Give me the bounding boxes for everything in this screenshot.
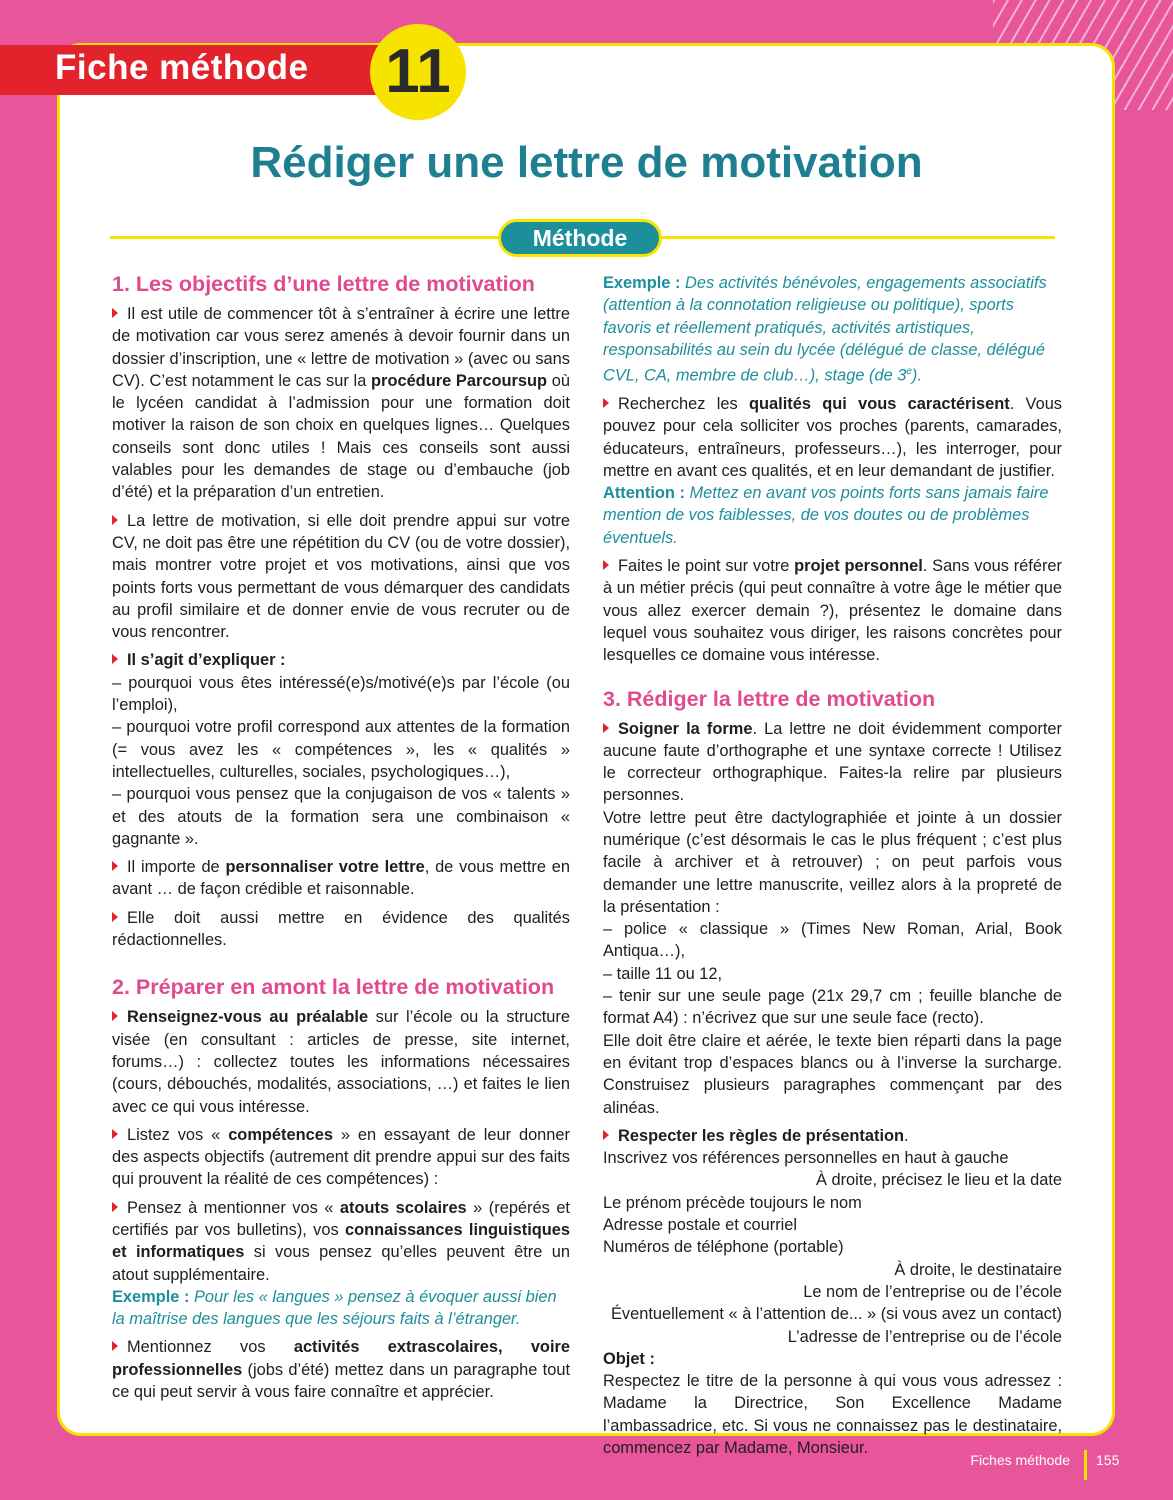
section-2-paragraph: Recherchez les qualités qui vous caractérisent. Vous pouvez pour cela solliciter vos proches (parents, camarades, éducateurs, entraîneurs, professeurs…), les interroger, pour mettre en avant ces qualités, et en leur demandant de justifier.: [603, 394, 1063, 480]
section-1-title: 1. Les objectifs d’une lettre de motivation: [112, 272, 535, 296]
layout-line: À droite, précisez le lieu et la date: [816, 1171, 1062, 1190]
fiche-tab: [0, 45, 394, 95]
section-3-title: 3. Rédiger la lettre de motivation: [603, 686, 936, 711]
bullet-marker-icon: [112, 1129, 118, 1139]
section-3-paragraph: Respecter les règles de présentation.: [603, 1125, 1062, 1147]
section-3-paragraph: Elle doit être claire et aérée, le texte bien réparti dans la page en évitant trop d’espaces blancs ou à l’inverse la surcharge. Construisez plusieurs paragraphes commençant par des alinéas.: [603, 1031, 1062, 1117]
method-pill: Méthode: [498, 219, 662, 257]
fiche-tab-label: Fiche méthode: [55, 48, 309, 87]
bullet-marker-icon: [112, 515, 118, 525]
bullet-marker-icon: [112, 1341, 118, 1351]
section-1-paragraph: La lettre de motivation, si elle doit prendre appui sur votre CV, ne doit pas être une répétition du CV (ou de votre dossier), mais montrer votre projet et vos motivations, ainsi que vos points forts vous permettant de vous démarquer des candidats au profil similaire et de donner envie de vous recruter ou de vous rencontrer.: [112, 511, 570, 642]
section-1-paragraph: Elle doit aussi mettre en évidence des qualités rédactionnelles.: [112, 908, 570, 950]
layout-line: Le prénom précède toujours le nom: [603, 1193, 862, 1212]
layout-line: Inscrivez vos références personnelles en haut à gauche: [603, 1149, 1009, 1168]
section-3-paragraph: Votre lettre peut être dactylographiée et jointe à un dossier numérique (c’est désormais le cas le plus fréquent ; c’est plus facile à archiver et à retrouver) ; on peut parfois vous demander une lettre manuscrite, veillez alors à la propreté de la présentation :: [603, 808, 1062, 916]
section-1-paragraph: Il importe de personnaliser votre lettre, de vous mettre en avant … de façon crédible et raisonnable.: [112, 858, 570, 899]
footer-label: Fiches méthode: [970, 1452, 1070, 1468]
section-3-paragraph: Soigner la forme. La lettre ne doit évidemment comporter aucune faute d’orthographe et une syntaxe correcte ! Utilisez le correcteur orthographique. Faites-la relire par plusieurs personnes.: [603, 719, 1062, 805]
bullet-marker-icon: [112, 1202, 118, 1212]
list-item: – pourquoi vous pensez que la conjugaison de vos « talents » et des atouts de la formation sera une combinaison « gagnante ».: [112, 785, 570, 848]
section-1-list-lead: Il s’agit d’expliquer :: [112, 649, 570, 671]
section-2-paragraph: Renseignez-vous au préalable sur l’école ou la structure visée (en consultant : articles de presse, site internet, forums…) : collectez toutes les informations nécessaires (cours, débouchés, modalités, associations, …) et faites le lien avec ce qui vous intéresse.: [112, 1008, 570, 1116]
bullet-marker-icon: [112, 861, 118, 871]
list-item: – pourquoi votre profil correspond aux attentes de la formation (= vous avez les « compétences », les « qualités » intellectuelles, culturelles, sociales, psychologiques…),: [112, 718, 570, 781]
page-title: Rédiger une lettre de motivation: [250, 138, 923, 187]
bullet-marker-icon: [603, 560, 609, 570]
divider-left: [110, 236, 502, 239]
section-2-title: 2. Préparer en amont la lettre de motivation: [112, 975, 555, 1000]
list-item: – pourquoi vous êtes intéressé(e)s/motivé(e)s par l’école (ou l’emploi),: [112, 673, 570, 715]
page-number: 155: [1096, 1452, 1120, 1468]
bullet-marker-icon: [603, 398, 609, 408]
right-column: [603, 272, 1062, 1459]
section-2-paragraph: Faites le point sur votre projet personnel. Sans vous référer à un métier précis (qui peut connaître à votre âge le métier que vous allez exercer demain ?), présentez le domaine dans lequel vous souhaitez vous diriger, les raisons concrètes pour lesquelles ce domaine vous intéresse.: [603, 557, 1062, 665]
objet-label: Objet :: [603, 1349, 655, 1368]
layout-line: L’adresse de l’entreprise ou de l’école: [787, 1327, 1062, 1346]
footer-divider: [1084, 1450, 1087, 1480]
example-note: Exemple : Pour les « langues » pensez à évoquer aussi bien la maîtrise des langues que les séjours faits à l’étranger.: [112, 1287, 557, 1329]
divider-right: [658, 236, 1055, 239]
bullet-marker-icon: [112, 308, 118, 318]
page-footer: [900, 1450, 1160, 1480]
section-1-paragraph: Il est utile de commencer tôt à s’entraîner à écrire une lettre de motivation car vous serez amenés à devoir fournir dans un dossier d’inscription, une « lettre de motivation » (avec ou sans CV). C’est notamment le cas sur la procédure Parcoursup où le lycéen candidat à l’admission pour une formation doit motiver la raison de son choix en quelques lignes… Quelques conseils sont donc utiles ! Mais ces conseils sont aussi valables pour les demandes de stage ou d’embauche (job d’été) et la préparation d’un entretien.: [112, 305, 570, 502]
bullet-marker-icon: [112, 1011, 118, 1021]
layout-line: À droite, le destinataire: [894, 1260, 1062, 1279]
layout-line: Numéros de téléphone (portable): [603, 1238, 844, 1257]
left-column: [112, 272, 570, 1403]
list-item: – police « classique » (Times New Roman, Arial, Book Antiqua…),: [603, 920, 1062, 961]
layout-line: Éventuellement « à l’attention de... » (si vous avez un contact): [611, 1305, 1062, 1324]
objet-text: Respectez le titre de la personne à qui vous vous adressez : Madame la Directrice, Son Excellence Madame l’ambassadrice, etc. Si vous ne connaissez pas le destinataire, commencez par Madame, Monsieur.: [603, 1372, 1062, 1458]
bullet-marker-icon: [112, 654, 118, 664]
section-2-paragraph: Pensez à mentionner vos « atouts scolaires » (repérés et certifiés par vos bulletins), vos connaissances linguistiques et informatiques si vous pensez qu’elles peuvent être un atout supplémentaire.: [112, 1198, 571, 1284]
layout-line: Adresse postale et courriel: [603, 1216, 798, 1235]
example-note: Exemple : Des activités bénévoles, engagements associatifs (attention à la connotation religieuse ou politique), sports favoris et réellement pratiqués, activités artistiques, responsabilités au sein du lycée (délégué de classe, délégué CVL, CA, membre de club…), stage (de 3e).: [603, 274, 1047, 385]
list-item: – tenir sur une seule page (21x 29,7 cm ; feuille blanche de format A4) : n’écrivez que sur une seule face (recto).: [603, 987, 1062, 1028]
fiche-number-badge: 11: [370, 24, 466, 120]
section-2-paragraph: Mentionnez vos activités extrascolaires, voire professionnelles (jobs d’été) mettez dans un paragraphe tout ce qui peut servir à vous faire connaître et apprécier.: [112, 1338, 570, 1402]
layout-line: Le nom de l’entreprise ou de l’école: [803, 1282, 1062, 1301]
bullet-marker-icon: [603, 1130, 609, 1140]
section-2-paragraph: Listez vos « compétences » en essayant de leur donner des aspects objectifs (autrement dit prendre appui sur des faits qui prouvent la réalité de ces compétences) :: [112, 1125, 570, 1189]
bullet-marker-icon: [112, 912, 118, 922]
attention-note: Attention : Mettez en avant vos points forts sans jamais faire mention de vos faiblesses, de vos doutes ou de problèmes éventuels.: [603, 484, 1049, 547]
list-item: – taille 11 ou 12,: [603, 964, 723, 983]
bullet-marker-icon: [603, 723, 609, 733]
